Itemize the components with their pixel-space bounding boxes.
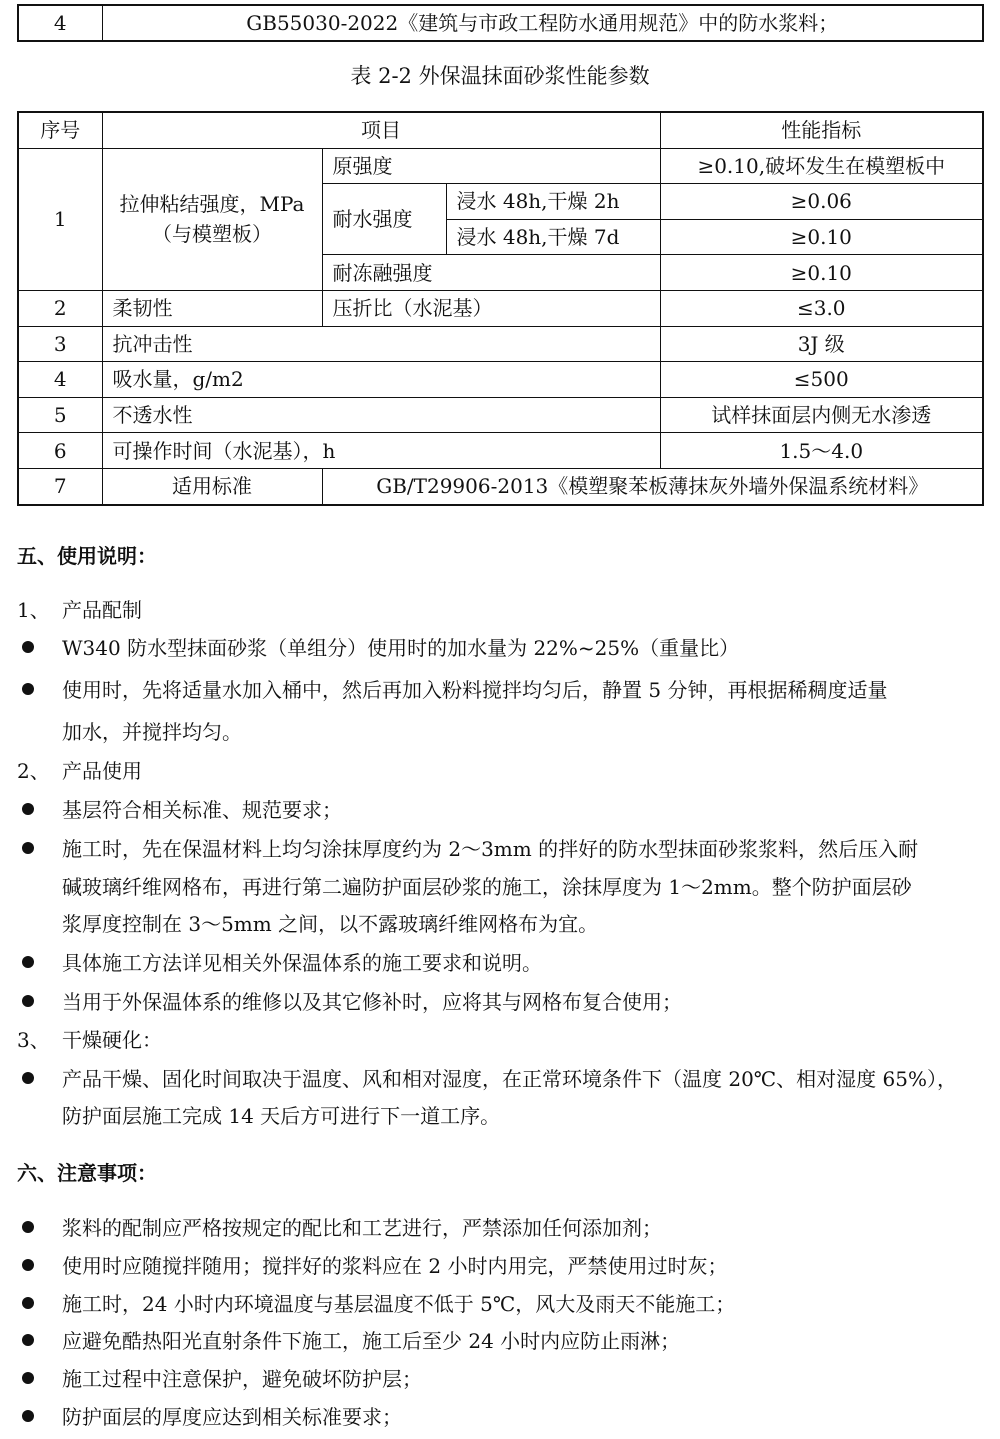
- performance-table: [17, 111, 984, 506]
- bullet-text: 基层符合相关标准、规范要求；: [62, 798, 342, 822]
- item-number: 1、: [17, 598, 50, 622]
- table-row: [18, 148, 983, 184]
- header-no: 序号: [18, 112, 102, 148]
- cell-no: 2: [18, 290, 102, 326]
- item-number: 2、: [17, 759, 50, 783]
- numbered-item: [17, 594, 142, 623]
- cell-value: ≤500: [660, 362, 983, 398]
- cell-no: 4: [18, 5, 102, 41]
- cell-sub: 原强度: [322, 148, 660, 184]
- cell-value: ≥0.10,破坏发生在模塑板中: [660, 148, 983, 184]
- bullet-text: 施工时，先在保温材料上均匀涂抹厚度约为 2～3mm 的拌好的防水型抹面砂浆浆料，然后压入耐: [62, 837, 919, 861]
- numbered-item: [17, 755, 142, 784]
- bullet-text: 施工过程中注意保护，避免破坏防护层；: [62, 1367, 422, 1391]
- bullet-text: 应避免酷热阳光直射条件下施工，施工后至少 24 小时内应防止雨淋；: [62, 1329, 681, 1353]
- cell-no: 4: [18, 362, 102, 398]
- section-heading: 六、注意事项：: [17, 1161, 157, 1185]
- table-row: [18, 362, 983, 398]
- cell-item: 柔韧性: [102, 290, 322, 326]
- cell-sub2: 浸水 48h,干燥 7d: [446, 219, 660, 255]
- bullet-text: 浆厚度控制在 3～5mm 之间，以不露玻璃纤维网格布为宜。: [62, 912, 599, 936]
- cell-item: [102, 148, 322, 290]
- item-title: 产品配制: [62, 598, 142, 622]
- bullet-text: 产品干燥、固化时间取决于温度、风和相对湿度，在正常环境条件下（温度 20℃、相对湿度 65%），: [62, 1067, 957, 1091]
- cell-no: 7: [18, 468, 102, 504]
- bullet-text: 防护面层的厚度应达到相关标准要求；: [62, 1405, 402, 1429]
- cell-sub: 耐冻融强度: [322, 255, 660, 291]
- cell-sub2: 浸水 48h,干燥 2h: [446, 184, 660, 220]
- bullet-text: 加水，并搅拌均匀。: [62, 720, 242, 744]
- bullet-text: 使用时，先将适量水加入桶中，然后再加入粉料搅拌均匀后，静置 5 分钟，再根据稀稠度适量: [62, 678, 888, 702]
- cell-sub: 耐水强度: [322, 184, 446, 255]
- bullet-text: 施工时，24 小时内环境温度与基层温度不低于 5℃，风大及雨天不能施工；: [62, 1292, 736, 1316]
- cell-no: 3: [18, 326, 102, 362]
- previous-table-fragment: [17, 4, 984, 42]
- cell-value: ≤3.0: [660, 290, 983, 326]
- cell-sub: 压折比（水泥基）: [322, 290, 660, 326]
- section-heading: 五、使用说明：: [17, 544, 157, 568]
- table-header-row: [18, 112, 983, 148]
- cell-no: 5: [18, 397, 102, 433]
- cell-value: ≥0.06: [660, 184, 983, 220]
- cell-no: 1: [18, 148, 102, 290]
- table-row: [18, 433, 983, 469]
- item-title: 干燥硬化：: [62, 1028, 162, 1052]
- cell-item: 吸水量，g/m2: [102, 362, 660, 398]
- header-index: 性能指标: [660, 112, 983, 148]
- table-caption: 表 2-2 外保温抹面砂浆性能参数: [350, 64, 650, 88]
- table-row: [18, 397, 983, 433]
- cell-value: ≥0.10: [660, 255, 983, 291]
- bullet-text: 碱玻璃纤维网格布，再进行第二遍防护面层砂浆的施工，涂抹厚度为 1～2mm。整个防护面层砂: [62, 875, 912, 899]
- item-line: （与模塑板）: [152, 222, 272, 247]
- bullet-text: 当用于外保温体系的维修以及其它修补时，应将其与网格布复合使用；: [62, 990, 682, 1014]
- bullet-text: 防护面层施工完成 14 天后方可进行下一道工序。: [62, 1104, 501, 1128]
- table-row: [18, 5, 983, 41]
- cell-item: 适用标准: [102, 468, 322, 504]
- item-title: 产品使用: [62, 759, 142, 783]
- cell-value: 试样抹面层内侧无水渗透: [660, 397, 983, 433]
- bullet-text: 使用时应随搅拌随用；搅拌好的浆料应在 2 小时内用完，严禁使用过时灰；: [62, 1254, 728, 1278]
- cell-value: ≥0.10: [660, 219, 983, 255]
- bullet-text: 浆料的配制应严格按规定的配比和工艺进行，严禁添加任何添加剂；: [62, 1216, 662, 1240]
- cell-no: 6: [18, 433, 102, 469]
- cell-value: GB/T29906-2013《模塑聚苯板薄抹灰外墙外保温系统材料》: [322, 468, 983, 504]
- bullet-text: 具体施工方法详见相关外保温体系的施工要求和说明。: [62, 951, 542, 975]
- item-number: 3、: [17, 1028, 50, 1052]
- table-row: [18, 326, 983, 362]
- header-item: 项目: [102, 112, 660, 148]
- cell-item: 不透水性: [102, 397, 660, 433]
- item-line: 拉伸粘结强度，MPa: [119, 192, 305, 217]
- bullet-text: W340 防水型抹面砂浆（单组分）使用时的加水量为 22%~25%（重量比）: [62, 636, 740, 660]
- cell-value: 3J 级: [660, 326, 983, 362]
- table-row: [18, 290, 983, 326]
- cell-item: 抗冲击性: [102, 326, 660, 362]
- numbered-item: [17, 1024, 162, 1053]
- cell-item: 可操作时间（水泥基），h: [102, 433, 660, 469]
- cell-text: GB55030-2022《建筑与市政工程防水通用规范》中的防水浆料；: [102, 5, 983, 41]
- cell-value: 1.5～4.0: [660, 433, 983, 469]
- table-row: [18, 468, 983, 504]
